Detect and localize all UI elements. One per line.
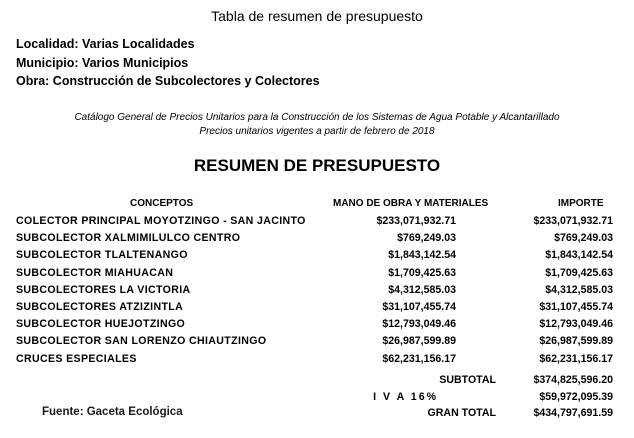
- table-row: [0, 351, 634, 368]
- row-importe: $4,312,585.03: [545, 283, 613, 296]
- table-row: [0, 213, 634, 230]
- gran-total-label: GRAN TOTAL: [427, 407, 496, 419]
- budget-table: [0, 213, 634, 368]
- table-row: [0, 316, 634, 333]
- row-importe: $233,071,932.71: [533, 215, 613, 227]
- row-importe: $31,107,455.74: [539, 300, 613, 313]
- section-heading: RESUMEN DE PRESUPUESTO: [193, 156, 441, 175]
- row-concepto: CRUCES ESPECIALES: [16, 352, 137, 365]
- municipio-line: Municipio: Varios Municipios: [16, 56, 189, 70]
- column-header-importe: IMPORTE: [558, 198, 604, 209]
- subtotal-label: SUBTOTAL: [439, 374, 496, 386]
- gran-total-value: $434,797,691.59: [533, 407, 613, 419]
- row-mano-de-obra: $1,843,142.54: [388, 249, 456, 262]
- table-row: [0, 265, 634, 282]
- row-mano-de-obra: $1,709,425.63: [388, 266, 456, 279]
- row-concepto: SUBCOLECTOR SAN LORENZO CHIAUTZINGO: [16, 335, 267, 348]
- row-importe: $769,249.03: [554, 232, 613, 245]
- row-importe: $1,709,425.63: [545, 266, 613, 279]
- row-mano-de-obra: $26,987,599.89: [382, 335, 456, 348]
- row-concepto: SUBCOLECTOR MIAHUACAN: [16, 266, 174, 279]
- row-importe: $26,987,599.89: [539, 335, 613, 348]
- row-mano-de-obra: $4,312,585.03: [388, 283, 456, 296]
- catalog-line-2: Precios unitarios vigentes a partir de febrero de 2018: [199, 126, 435, 137]
- source-note: Fuente: Gaceta Ecológica: [42, 406, 183, 418]
- table-row: [0, 333, 634, 350]
- table-row: [0, 230, 634, 247]
- row-mano-de-obra: $31,107,455.74: [382, 300, 456, 313]
- column-header-conceptos: CONCEPTOS: [130, 198, 194, 209]
- row-concepto: SUBCOLECTOR TLALTENANGO: [16, 249, 188, 262]
- document-title: Tabla de resumen de presupuesto: [211, 8, 423, 24]
- localidad-line: Localidad: Varias Localidades: [16, 37, 195, 51]
- row-mano-de-obra: $769,249.03: [397, 232, 456, 245]
- row-importe: $62,231,156.17: [539, 352, 613, 365]
- row-concepto: SUBCOLECTORES LA VICTORIA: [16, 283, 191, 296]
- row-mano-de-obra: $62,231,156.17: [382, 352, 456, 365]
- subtotal-value: $374,825,596.20: [533, 374, 613, 386]
- table-row: [0, 247, 634, 264]
- row-concepto: COLECTOR PRINCIPAL MOYOTZINGO - SAN JACINTO: [16, 215, 306, 227]
- row-mano-de-obra: $12,793,049.46: [382, 318, 456, 331]
- row-concepto: SUBCOLECTOR XALMIMILULCO CENTRO: [16, 232, 241, 245]
- table-row: [0, 299, 634, 316]
- iva-label: I V A 16%: [373, 391, 438, 403]
- row-concepto: SUBCOLECTOR HUEJOTZINGO: [16, 318, 186, 331]
- row-importe: $12,793,049.46: [539, 318, 613, 331]
- iva-value: $59,972,095.39: [539, 391, 613, 403]
- row-mano-de-obra: $233,071,932.71: [376, 215, 456, 227]
- catalog-line-1: Catálogo General de Precios Unitarios para la Construcción de los Sistemas de Agua Potable y Alcantarillado: [74, 112, 560, 123]
- table-row: [0, 282, 634, 299]
- row-importe: $1,843,142.54: [545, 249, 613, 262]
- row-concepto: SUBCOLECTORES ATZIZINTLA: [16, 300, 184, 313]
- column-header-mano-de-obra: MANO DE OBRA Y MATERIALES: [333, 198, 489, 209]
- obra-line: Obra: Construcción de Subcolectores y Colectores: [16, 74, 320, 88]
